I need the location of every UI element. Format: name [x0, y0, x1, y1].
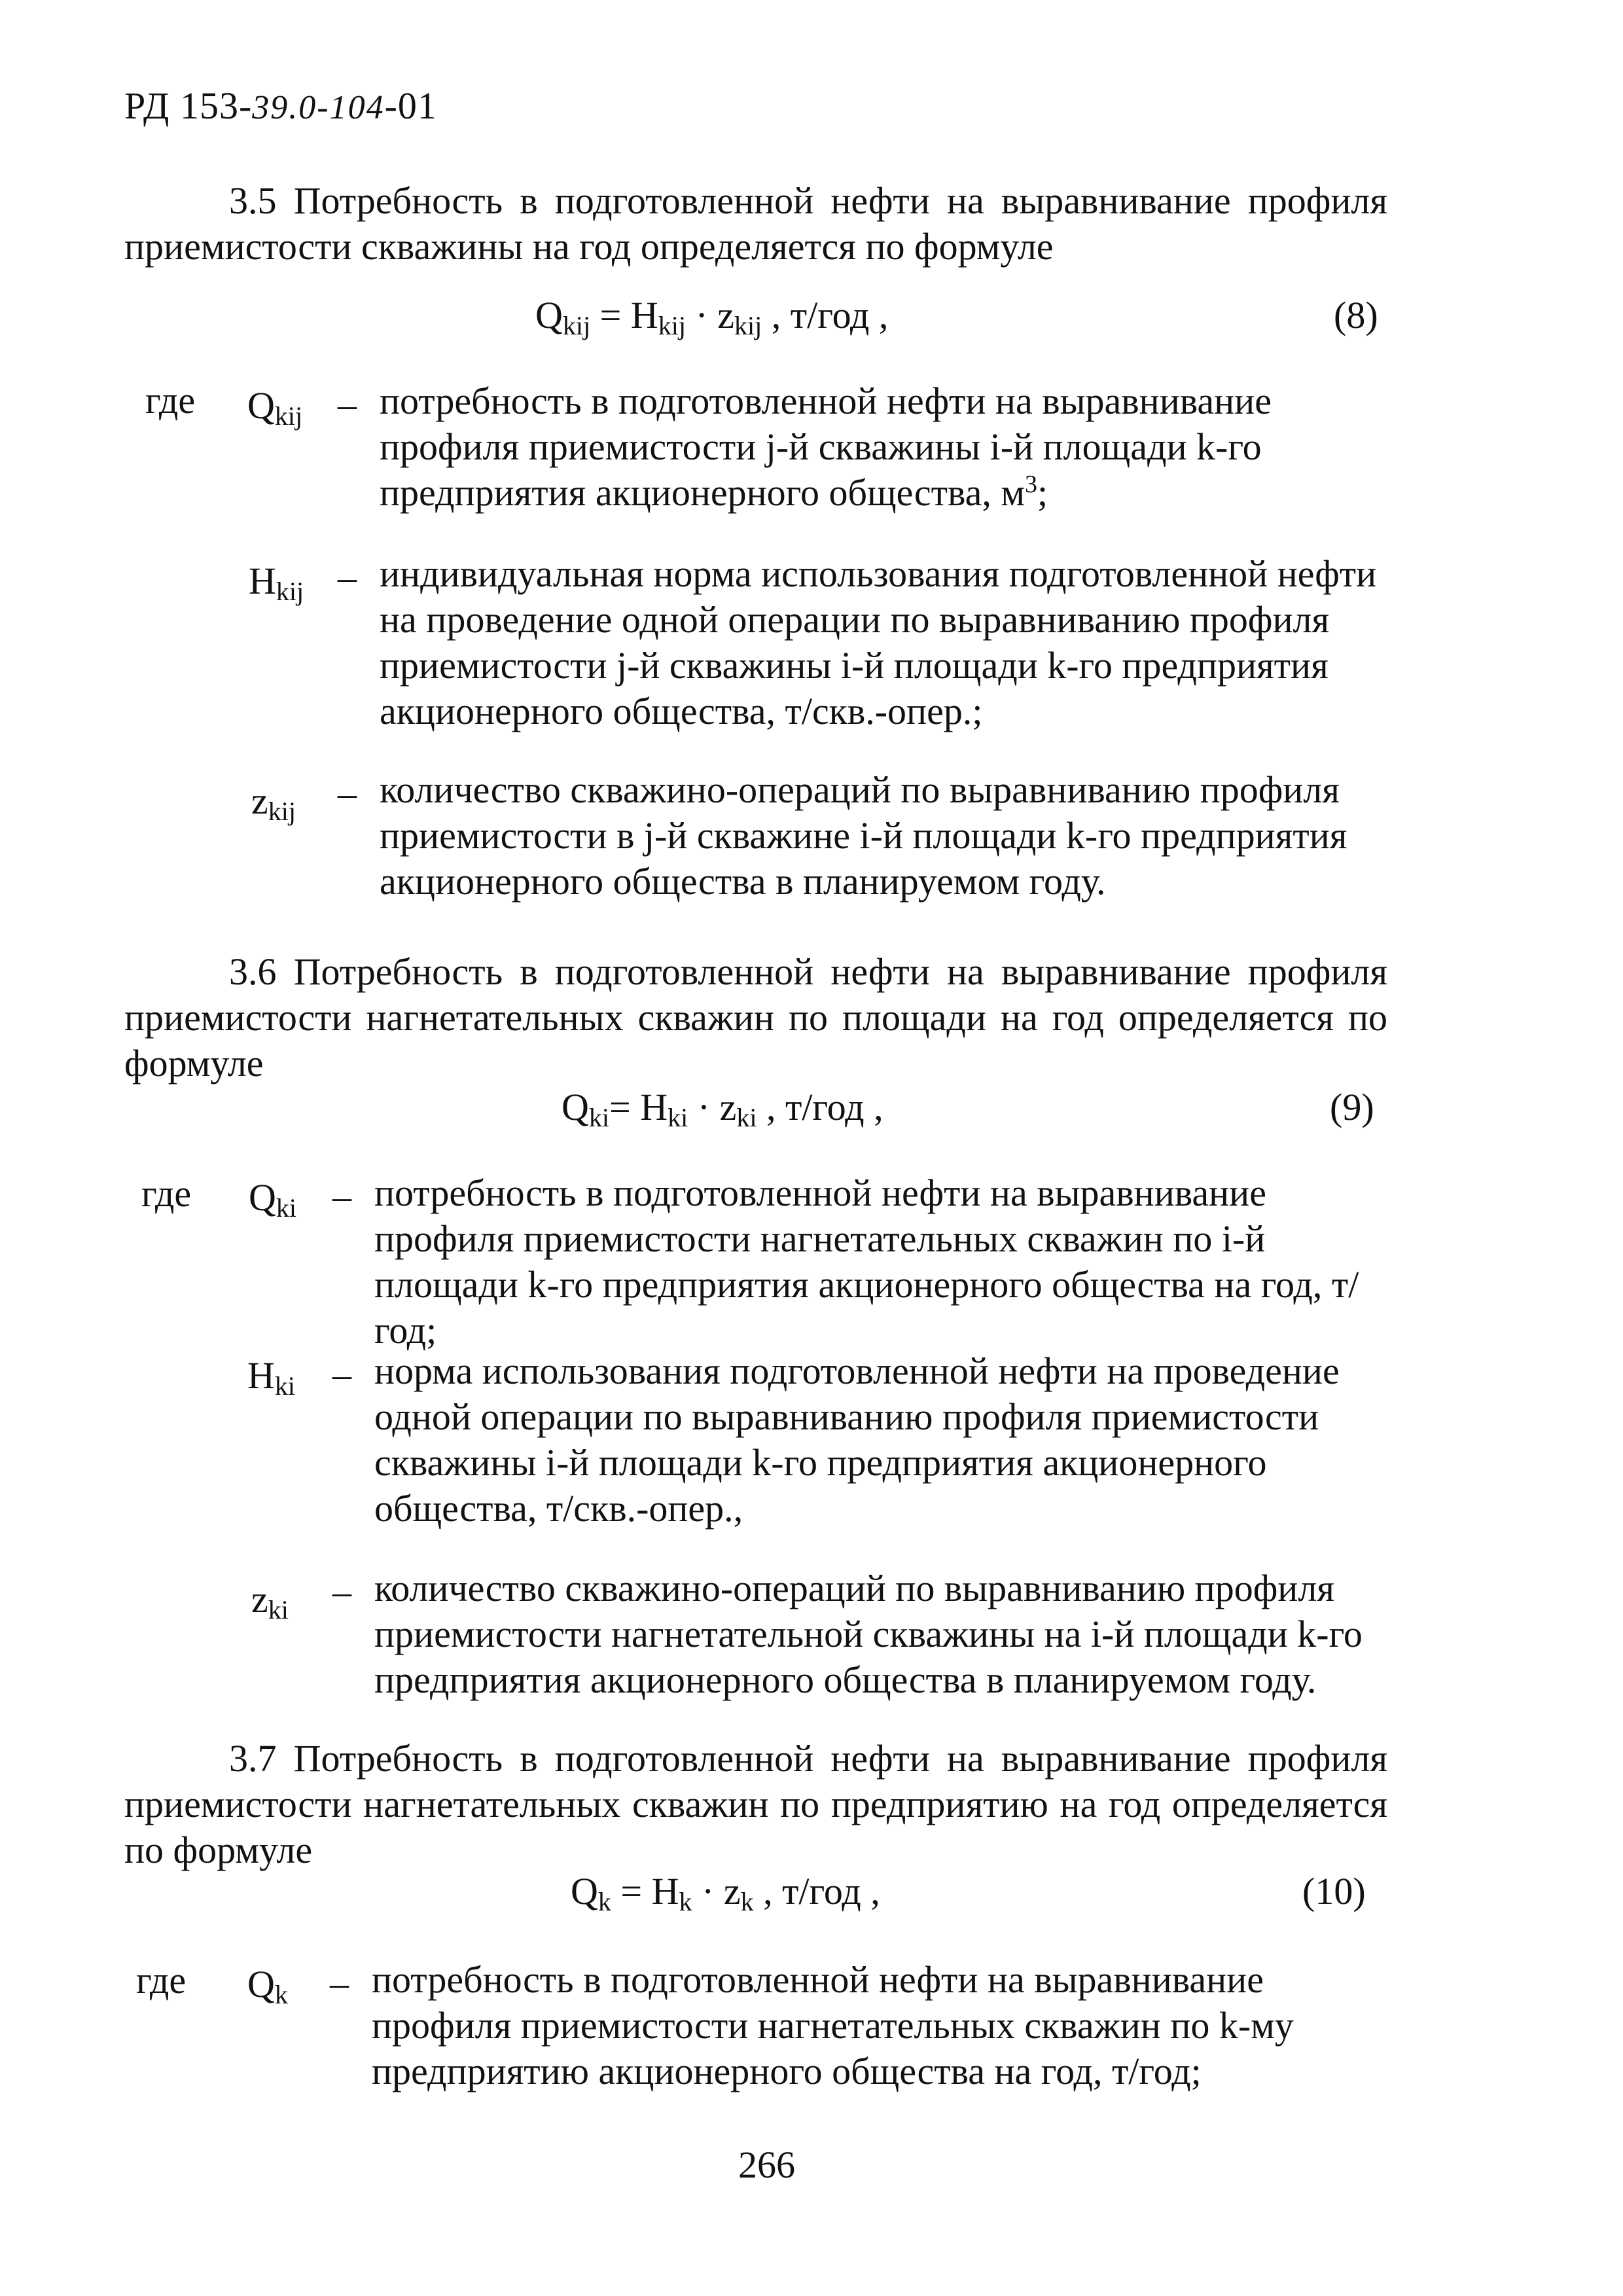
formula-8: [535, 293, 889, 340]
def-z-ki-dash: –: [332, 1570, 351, 1613]
section-3-6-intro: 3.6 Потребность в подготовленной нефти на выравнивание профиля приемистости нагнетательных скважин по площади на год определяется по формуле: [124, 950, 1387, 1085]
def-q-k-symbol: [247, 1962, 288, 2009]
formula-8-h: H: [630, 294, 658, 336]
def-q-kij-body: потребность в подготовленной нефти на выравнивание профиля приемистости j-й скважины i-й площади k-го предприятия акционерного общества, м: [380, 380, 1272, 514]
def-h-kij-dash: –: [338, 556, 357, 598]
formula-8-q-sub: kij: [562, 311, 591, 340]
formula-10: [571, 1869, 880, 1916]
def-h-kij-sym: H: [249, 560, 276, 602]
formula-9-number: (9): [1330, 1086, 1374, 1128]
formula-9-unit: , т/год ,: [757, 1086, 883, 1128]
def-z-kij-symbol: [251, 779, 296, 826]
def-h-kij-text: индивидуальная норма использования подготовленной нефти на проведение одной операции по выравниванию профиля приемистости j-й скважины i-й площади k-го предприятия акционерного общества, т/скв.-опер.;: [380, 552, 1377, 732]
def-q-ki-sub: ki: [276, 1193, 297, 1223]
def-q-kij-sup: 3: [1025, 471, 1038, 498]
formula-8-q: Q: [535, 294, 563, 336]
formula-8-z-sub: kij: [734, 311, 762, 340]
def-q-ki-text: потребность в подготовленной нефти на выравнивание профиля приемистости нагнетательных скважин по i-й площади k-го предприятия акционерного общества на год, т/год;: [374, 1172, 1359, 1352]
document-header: [124, 84, 437, 128]
formula-8-number: (8): [1334, 294, 1378, 336]
formula-9-q: Q: [562, 1086, 589, 1128]
where-label-9: где: [141, 1172, 192, 1215]
formula-10-q-sub: k: [597, 1887, 611, 1916]
def-q-k-sub: k: [274, 1980, 288, 2009]
def-q-kij-symbol: [247, 384, 303, 431]
def-z-ki-text: количество скважино-операций по выравниванию профиля приемистости нагнетательной скважины на i-й площади k-го предприятия акционерного общества в планируемом году.: [374, 1567, 1363, 1701]
formula-9-dot: ·: [688, 1086, 720, 1128]
formula-10-dot: ·: [692, 1870, 724, 1912]
def-h-ki-sym: H: [247, 1354, 275, 1397]
formula-9-h-sub: ki: [668, 1103, 688, 1132]
def-z-kij-dash: –: [338, 772, 357, 814]
def-q-kij-sym: Q: [247, 384, 275, 427]
def-q-kij-text: [380, 378, 1387, 516]
formula-8-z: z: [717, 294, 735, 336]
def-h-kij-symbol: [249, 559, 304, 606]
page-number: 266: [738, 2144, 795, 2186]
formula-8-dot: ·: [685, 294, 718, 336]
def-q-k-sym: Q: [247, 1963, 275, 2005]
formula-8-unit: , т/год ,: [762, 294, 889, 336]
def-h-ki-dash: –: [332, 1353, 351, 1395]
def-z-ki-sub: ki: [268, 1595, 289, 1624]
formula-10-unit: , т/год ,: [753, 1870, 880, 1912]
section-3-7-intro: 3.7 Потребность в подготовленной нефти на выравнивание профиля приемистости нагнетательных скважин по предприятию на год определяется по формуле: [124, 1737, 1387, 1871]
def-q-kij-dash: –: [338, 383, 357, 425]
formula-9-h: H: [640, 1086, 668, 1128]
formula-9-eq: =: [609, 1086, 641, 1128]
def-h-kij-sub: kij: [276, 577, 304, 606]
section-3-5-intro: 3.5 Потребность в подготовленной нефти на выравнивание профиля приемистости скважины на год определяется по формуле: [124, 179, 1387, 268]
def-h-ki-sub: ki: [274, 1371, 296, 1401]
formula-8-h-sub: kij: [658, 311, 686, 340]
def-z-kij-sub: kij: [268, 797, 296, 826]
def-q-ki-symbol: [249, 1175, 297, 1223]
where-label-10: где: [136, 1959, 187, 2001]
def-z-ki-symbol: [251, 1577, 289, 1624]
formula-8-eq: =: [590, 294, 631, 336]
def-h-ki-symbol: [247, 1354, 296, 1401]
def-z-kij-text: количество скважино-операций по выравниванию профиля приемистости в j-й скважине i-й площади k-го предприятия акционерного общества в планируемом году.: [380, 768, 1347, 903]
def-z-kij-sym: z: [251, 780, 268, 822]
def-z-ki-sym: z: [251, 1578, 268, 1621]
def-q-k-dash: –: [330, 1962, 349, 2004]
formula-10-number: (10): [1302, 1870, 1366, 1912]
header-prefix: РД 153-: [124, 84, 253, 127]
formula-9-q-sub: ki: [588, 1103, 610, 1132]
formula-10-h: H: [651, 1870, 679, 1912]
formula-9: [562, 1085, 883, 1132]
def-q-kij-sub: kij: [274, 401, 303, 431]
header-suffix: -01: [384, 84, 437, 127]
def-q-k-text: потребность в подготовленной нефти на выравнивание профиля приемистости нагнетательных скважин по k-му предприятию акционерного общества на год, т/год;: [372, 1958, 1294, 2092]
formula-9-z: z: [719, 1086, 737, 1128]
formula-10-z: z: [723, 1870, 741, 1912]
formula-10-h-sub: k: [679, 1887, 692, 1916]
formula-10-z-sub: k: [740, 1887, 754, 1916]
def-q-ki-sym: Q: [249, 1176, 276, 1219]
def-h-ki-text: норма использования подготовленной нефти на проведение одной операции по выравниванию профиля приемистости скважины i-й площади k-го предприятия акционерного общества, т/скв.-опер.,: [374, 1350, 1340, 1530]
handwritten-code: 39.0-104: [252, 89, 385, 126]
formula-10-eq: =: [611, 1870, 652, 1912]
def-q-ki-dash: –: [332, 1175, 351, 1217]
formula-9-z-sub: ki: [736, 1103, 757, 1132]
where-label-8: где: [145, 379, 196, 422]
def-q-kij-tail: ;: [1037, 471, 1048, 514]
formula-10-q: Q: [571, 1870, 598, 1912]
